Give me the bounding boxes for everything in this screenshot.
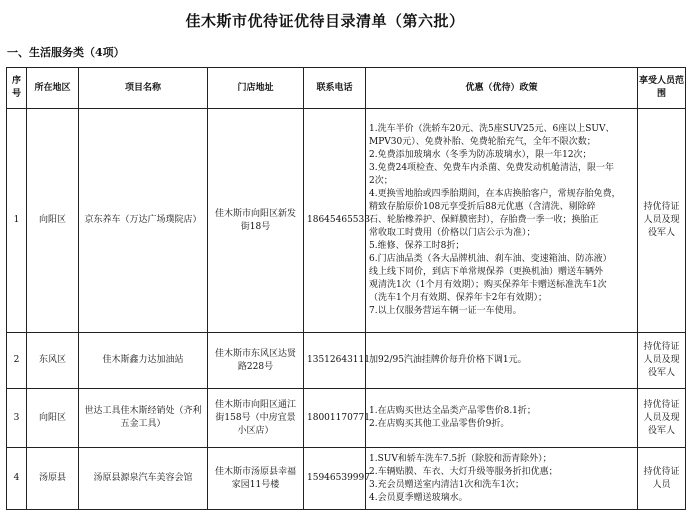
section-heading: 一、生活服务类（4项）	[7, 46, 125, 59]
header-eligible: 享受人员范围	[638, 68, 686, 109]
row-policy	[366, 389, 638, 448]
policy-line: 6.门店油品类（各大品牌机油、刹车油、变速箱油、防冻液）	[369, 254, 612, 264]
row-policy	[366, 448, 638, 510]
row-eligible: 持优待证人员及现役军人	[638, 109, 686, 333]
row-project: 佳木斯鑫力达加油站	[79, 333, 208, 389]
policy-line: 2.在店购买其他工业品零售价9折。	[369, 419, 510, 429]
row-phone: 18001170771	[304, 389, 366, 448]
policy-line: 2.免费添加玻璃水（冬季为防冻玻璃水），限一年12次；	[369, 150, 592, 160]
table-row	[7, 333, 686, 389]
policy-line: 3.充会员赠送室内清洁1次和洗车1次；	[369, 479, 525, 490]
row-no: 3	[7, 389, 27, 448]
row-no: 2	[7, 333, 27, 389]
row-project: 世达工具佳木斯经销处（齐利五金工具）	[79, 389, 208, 448]
row-district: 向阳区	[27, 109, 79, 333]
header-district: 所在地区	[27, 68, 79, 109]
row-address: 佳木斯市东风区达贤路228号	[208, 333, 304, 389]
policy-line: 线上线下同价，到店下单常规保养（更换机油）赠送车辆外	[369, 267, 604, 277]
row-phone: 15946539997	[304, 448, 366, 510]
header-phone: 联系电话	[304, 68, 366, 109]
row-district: 汤原县	[27, 448, 79, 510]
row-policy	[366, 333, 638, 389]
table-header-row	[7, 68, 686, 109]
header-policy: 优惠（优待）政策	[366, 68, 638, 109]
policy-line: 7.以上仅服务营运车辆一证一车使用。	[369, 306, 522, 316]
policy-line: 加92/95汽油挂牌价每升价格下调1元。	[369, 355, 527, 365]
row-project: 京东养车（万达广场璞院店）	[79, 109, 208, 333]
policy-line: 1.洗车半价（洗轿车20元、洗5座SUV25元、6座以上SUV、	[369, 124, 615, 134]
row-address: 佳木斯市汤原县幸福家园11号楼	[208, 448, 304, 510]
row-no: 4	[7, 448, 27, 510]
row-eligible: 持优待证人员	[638, 448, 686, 510]
row-no: 1	[7, 109, 27, 333]
policy-table	[6, 67, 686, 510]
row-district: 向阳区	[27, 389, 79, 448]
policy-line: 3.免费24项检查、免费车内杀菌、免费发动机舱清洁，限一年	[369, 163, 615, 173]
row-district: 东风区	[27, 333, 79, 389]
table-row	[7, 109, 686, 333]
row-eligible: 持优待证人员及现役军人	[638, 333, 686, 389]
policy-line: 石、轮胎橡养护、保鲜膜密封），存胎费一季一收；换胎正	[369, 215, 599, 225]
header-no: 序号	[7, 68, 27, 109]
row-phone: 18645465533	[304, 109, 366, 333]
row-project: 汤原县源泉汽车美容会馆	[79, 448, 208, 510]
policy-line: 精致存胎原价108元享受折后88元优惠（含清洗、剔除碎	[369, 202, 596, 212]
header-project: 项目名称	[79, 68, 208, 109]
policy-line: 4.会员夏季赠送玻璃水。	[369, 492, 468, 503]
policy-line: 1.SUV和轿车洗车7.5折（除胶和沥青除外）；	[369, 453, 552, 464]
policy-line: （洗车1个月有效期、保养年卡2年有效期）；	[369, 293, 547, 303]
policy-line: 2次；	[369, 176, 393, 186]
row-policy	[366, 109, 638, 333]
table-row	[7, 448, 686, 510]
header-address: 门店地址	[208, 68, 304, 109]
row-phone: 13512643111	[304, 333, 366, 389]
policy-line: 1.在店购买世达全品类产品零售价8.1折；	[369, 406, 536, 416]
row-eligible: 持优待证人员及现役军人	[638, 389, 686, 448]
table-row	[7, 389, 686, 448]
row-address: 佳木斯市向阳区新发街18号	[208, 109, 304, 333]
row-address: 佳木斯市向阳区通江街158号（中房宜景小区店）	[208, 389, 304, 448]
policy-line: 5.维修、保养工时8折；	[369, 241, 465, 251]
policy-line: 4.更换雪地胎或四季胎期间，在本店换胎客户，常规存胎免费，	[369, 189, 621, 199]
document-title: 佳木斯市优待证优待目录清单（第六批）	[185, 12, 465, 30]
policy-line: 观清洗1次（1个月有效期）；购买保养年卡赠送标准洗车1次	[369, 280, 607, 290]
policy-line: 常收取工时费用（价格以门店公示为准）；	[369, 228, 536, 238]
policy-line: 2.车辆贴膜、车衣、大灯升级等服务折扣优惠；	[369, 466, 558, 477]
policy-line: MPV30元）、免费补胎、免费轮胎充气，全年不限次数；	[369, 137, 596, 147]
